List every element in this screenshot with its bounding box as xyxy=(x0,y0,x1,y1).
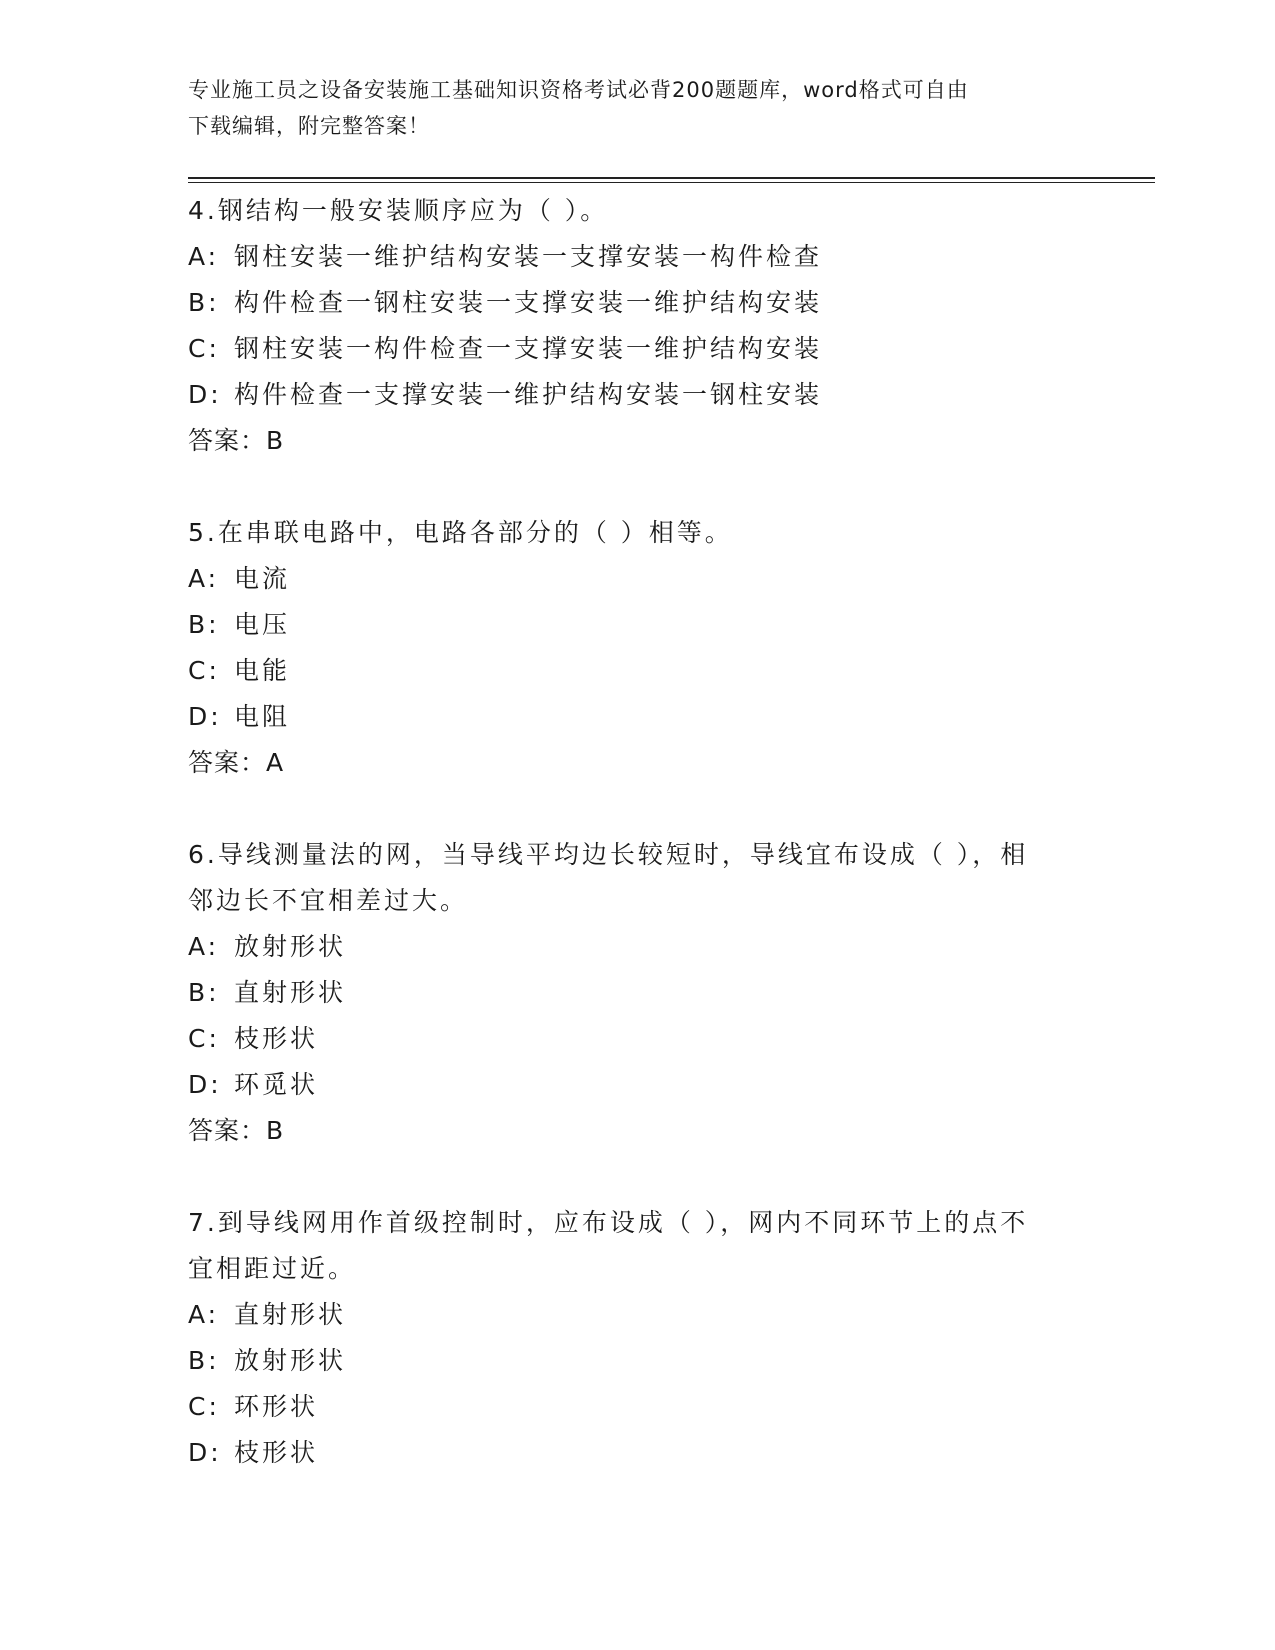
header-divider-thick xyxy=(188,177,1155,179)
option-letter: B: xyxy=(188,1346,220,1375)
answer-option xyxy=(188,372,1088,418)
option-letter: B: xyxy=(188,288,220,317)
option-letter: C: xyxy=(188,656,220,685)
answer-option xyxy=(188,694,1088,740)
answer-key: 答案：A xyxy=(188,748,285,777)
question-stem xyxy=(188,188,1088,234)
option-text: 直射形状 xyxy=(234,978,347,1007)
option-text: 钢柱安装一构件检查一支撑安装一维护结构安装 xyxy=(234,334,823,363)
option-letter: D: xyxy=(188,1070,222,1099)
answer-key: 答案：B xyxy=(188,426,285,455)
header-line-2: 下载编辑，附完整答案！ xyxy=(188,114,430,138)
answer-option xyxy=(188,1016,1088,1062)
option-letter: C: xyxy=(188,334,220,363)
answer-option xyxy=(188,1062,1088,1108)
option-letter: A: xyxy=(188,932,220,961)
answer-option xyxy=(188,326,1088,372)
option-letter: A: xyxy=(188,1300,220,1329)
answer-option xyxy=(188,648,1088,694)
answer-option xyxy=(188,1292,1088,1338)
option-text: 构件检查一支撑安装一维护结构安装一钢柱安装 xyxy=(234,380,823,409)
option-text: 钢柱安装一维护结构安装一支撑安装一构件检查 xyxy=(234,242,823,271)
question-block xyxy=(188,510,1088,786)
header-line-1: 专业施工员之设备安装施工基础知识资格考试必背200题题库，word格式可自由 xyxy=(188,78,969,102)
option-text: 电压 xyxy=(234,610,291,639)
answer-option xyxy=(188,924,1088,970)
header-divider-thin xyxy=(188,182,1155,183)
option-text: 环形状 xyxy=(234,1392,319,1421)
option-text: 枝形状 xyxy=(234,1024,319,1053)
option-letter: B: xyxy=(188,978,220,1007)
question-block xyxy=(188,832,1088,1154)
answer-option xyxy=(188,556,1088,602)
option-letter: C: xyxy=(188,1392,220,1421)
option-letter: A: xyxy=(188,242,220,271)
option-text: 电能 xyxy=(234,656,291,685)
option-letter: D: xyxy=(188,1438,222,1467)
question-block xyxy=(188,1200,1088,1476)
question-list xyxy=(188,188,1088,1522)
answer-option xyxy=(188,970,1088,1016)
answer-option xyxy=(188,1430,1088,1476)
option-letter: B: xyxy=(188,610,220,639)
option-text: 环觅状 xyxy=(234,1070,319,1099)
question-stem-line: 4.钢结构一般安装顺序应为（ ）。 xyxy=(188,196,609,225)
option-letter: A: xyxy=(188,564,220,593)
question-stem xyxy=(188,1200,1088,1292)
document-header xyxy=(188,72,1088,144)
option-letter: D: xyxy=(188,702,222,731)
option-text: 构件检查一钢柱安装一支撑安装一维护结构安装 xyxy=(234,288,823,317)
answer-key: 答案：B xyxy=(188,1116,285,1145)
question-stem-line: 邻边长不宜相差过大。 xyxy=(188,886,469,915)
question-block xyxy=(188,188,1088,464)
option-text: 电阻 xyxy=(234,702,291,731)
question-stem-line: 7.到导线网用作首级控制时，应布设成（ ），网内不同环节上的点不 xyxy=(188,1208,1029,1237)
option-letter: C: xyxy=(188,1024,220,1053)
option-text: 枝形状 xyxy=(234,1438,319,1467)
question-stem xyxy=(188,510,1088,556)
answer-option xyxy=(188,1338,1088,1384)
option-text: 直射形状 xyxy=(234,1300,347,1329)
option-text: 电流 xyxy=(234,564,291,593)
question-stem-line: 宜相距过近。 xyxy=(188,1254,357,1283)
answer-option xyxy=(188,234,1088,280)
option-text: 放射形状 xyxy=(234,932,347,961)
option-text: 放射形状 xyxy=(234,1346,347,1375)
option-letter: D: xyxy=(188,380,222,409)
question-stem xyxy=(188,832,1088,924)
answer-option xyxy=(188,602,1088,648)
question-stem-line: 6.导线测量法的网，当导线平均边长较短时，导线宜布设成（ ），相 xyxy=(188,840,1029,869)
answer-option xyxy=(188,1384,1088,1430)
question-stem-line: 5.在串联电路中，电路各部分的（ ）相等。 xyxy=(188,518,733,547)
answer-option xyxy=(188,280,1088,326)
